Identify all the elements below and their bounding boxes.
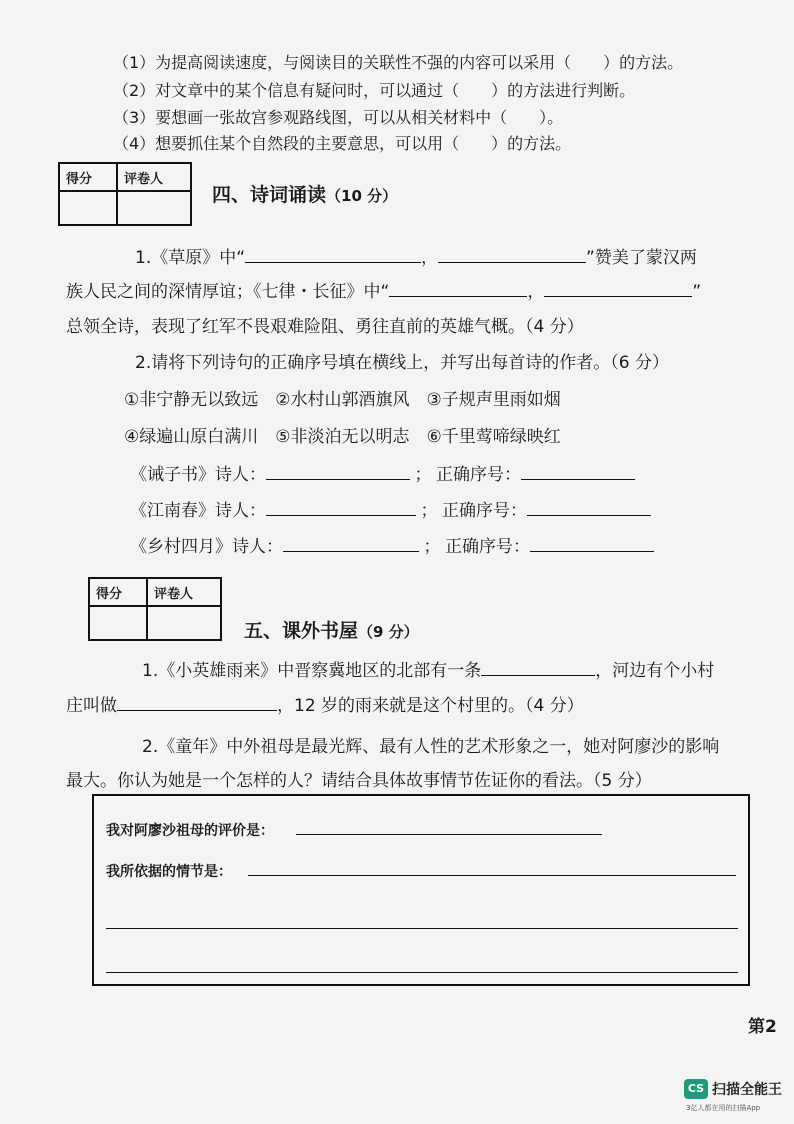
camscanner-tagline: 3亿人都在用的扫描App xyxy=(686,1104,761,1112)
plot-answer-line-2[interactable] xyxy=(106,928,738,929)
grader-label: 评卷人 xyxy=(117,163,191,191)
s4-q2-prompt: 2.请将下列诗句的正确序号填在横线上，并写出每首诗的作者。（6 分） xyxy=(135,353,669,373)
blank-poet-2[interactable] xyxy=(266,514,416,516)
score-table-section4 xyxy=(58,162,192,226)
blank-grassland-1[interactable] xyxy=(245,261,421,263)
section5-title: 五、课外书屋 xyxy=(244,620,359,642)
camscanner-name: 扫描全能王 xyxy=(712,1082,782,1098)
part3-item-1: （1）为提高阅读速度，与阅读目的关联性不强的内容可以采用（ ）的方法。 xyxy=(113,53,684,72)
section4-title: 四、诗词诵读 xyxy=(212,184,327,206)
s5-q2-line2: 最大。你认为她是一个怎样的人？请结合具体故事情节佐证你的看法。（5 分） xyxy=(66,771,652,791)
camscanner-logo-icon: CS xyxy=(684,1079,708,1099)
part3-item-3: （3）要想画一张故宫参观路线图，可以从相关材料中（ ）。 xyxy=(113,108,564,127)
s4-q2-row-2: 《江南春》诗人： ； 正确序号： xyxy=(130,496,651,521)
section5-points: （9 分） xyxy=(358,623,419,641)
blank-longmarch-2[interactable] xyxy=(544,295,692,297)
blank-longmarch-1[interactable] xyxy=(389,295,527,297)
grader-cell[interactable] xyxy=(147,606,221,640)
s4-q2-row-1: 《诫子书》诗人： ； 正确序号： xyxy=(130,460,635,485)
blank-river[interactable] xyxy=(481,674,595,676)
plot-answer-line-1[interactable] xyxy=(248,875,736,876)
section4-points: （10 分） xyxy=(326,187,398,205)
s4-q2-options-row2: ④绿遍山原白满川 ⑤非淡泊无以明志 ⑥千里莺啼绿映红 xyxy=(124,427,561,447)
s5-q2-line1: 2.《童年》中外祖母是最光辉、最有人性的艺术形象之一，她对阿廖沙的影响 xyxy=(142,737,720,757)
score-cell[interactable] xyxy=(89,606,147,640)
grader-label: 评卷人 xyxy=(147,578,221,606)
part3-item-4: （4）想要抓住某个自然段的主要意思，可以用（ ）的方法。 xyxy=(113,134,572,153)
plot-answer-line-3[interactable] xyxy=(106,972,738,973)
s4-q1-line3: 总领全诗，表现了红军不畏艰难险阻、勇往直前的英雄气概。（4 分） xyxy=(66,317,584,337)
s4-q1-line1: 1.《草原》中“ ， ”赞美了蒙汉两 xyxy=(135,248,697,268)
blank-seq-3[interactable] xyxy=(530,550,654,552)
score-table-section5 xyxy=(88,577,222,641)
plot-label: 我所依据的情节是： xyxy=(106,864,232,880)
score-label: 得分 xyxy=(59,163,117,191)
blank-grassland-2[interactable] xyxy=(438,261,586,263)
blank-poet-3[interactable] xyxy=(283,550,419,552)
section4-heading xyxy=(212,180,397,207)
part3-item-2: （2）对文章中的某个信息有疑问时，可以通过（ ）的方法进行判断。 xyxy=(113,81,636,100)
blank-village[interactable] xyxy=(117,709,277,711)
s4-q1-line2: 族人民之间的深情厚谊；《七律・长征》中“ ， ” xyxy=(66,282,702,302)
blank-seq-1[interactable] xyxy=(521,478,635,480)
page-number: 第2 xyxy=(748,1017,777,1037)
score-label: 得分 xyxy=(89,578,147,606)
grader-cell[interactable] xyxy=(117,191,191,225)
s5-q1-line1: 1.《小英雄雨来》中晋察冀地区的北部有一条 ，河边有个小村 xyxy=(142,661,715,681)
blank-seq-2[interactable] xyxy=(527,514,651,516)
score-cell[interactable] xyxy=(59,191,117,225)
s5-q1-line2: 庄叫做 ，12 岁的雨来就是这个村里的。（4 分） xyxy=(66,696,584,716)
evaluation-label: 我对阿廖沙祖母的评价是： xyxy=(106,823,274,839)
s4-q2-row-3: 《乡村四月》诗人： ； 正确序号： xyxy=(130,532,654,557)
section5-heading xyxy=(244,616,419,643)
blank-poet-1[interactable] xyxy=(266,478,410,480)
s4-q2-options-row1: ①非宁静无以致远 ②水村山郭酒旗风 ③子规声里雨如烟 xyxy=(124,390,561,410)
evaluation-answer-line[interactable] xyxy=(296,834,602,835)
